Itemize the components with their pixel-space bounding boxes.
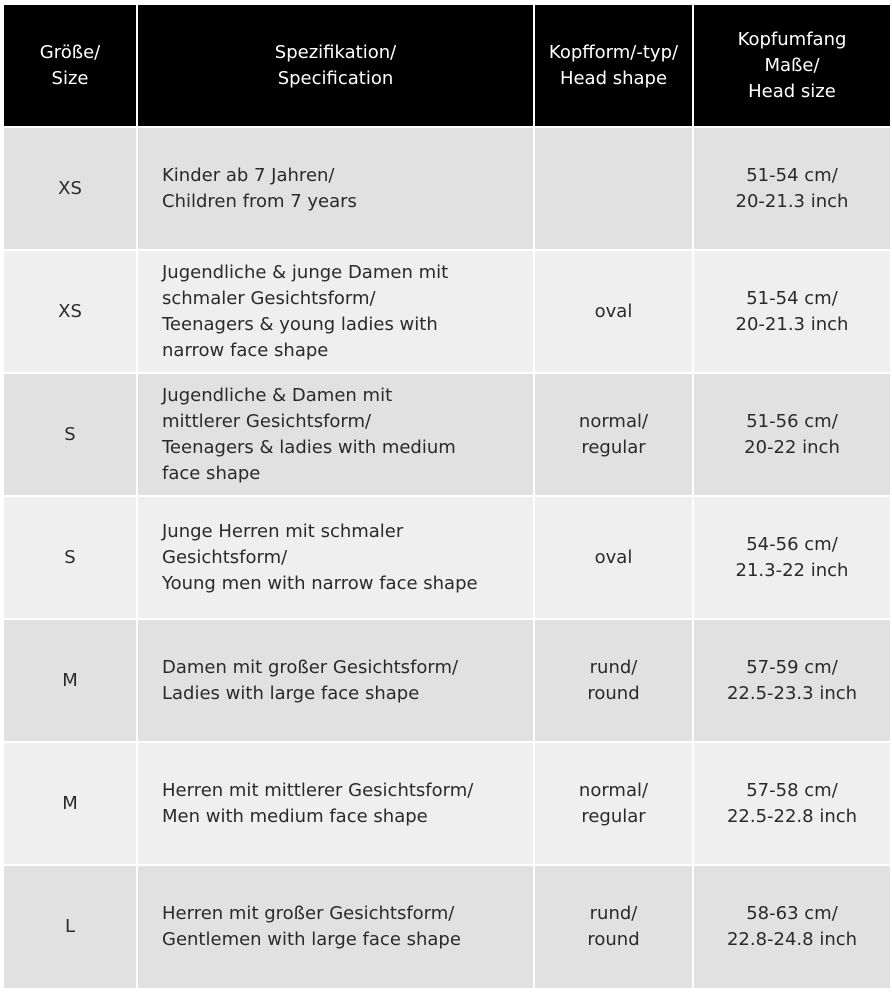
table-row xyxy=(4,250,890,373)
head-size-cell xyxy=(693,619,890,742)
cell-line: 54-56 cm/ xyxy=(746,533,838,555)
table-row xyxy=(4,373,890,496)
cell-line: Ladies with large face shape xyxy=(162,682,420,704)
table-row xyxy=(4,742,890,865)
cell-line: round xyxy=(587,682,640,704)
specification-cell xyxy=(137,373,534,496)
cell-line: 58-63 cm/ xyxy=(746,903,838,924)
cell-line: oval xyxy=(594,546,633,568)
header-line: Specification xyxy=(277,67,394,89)
header-size xyxy=(4,5,137,127)
cell-line: 22.8-24.8 inch xyxy=(726,929,858,950)
cell-line: Gesichtsform/ xyxy=(162,546,288,568)
cell-line: 57-59 cm/ xyxy=(746,656,838,678)
header-head-shape xyxy=(534,5,693,127)
cell-line: Junge Herren mit schmaler xyxy=(162,520,404,542)
head-size-cell xyxy=(693,250,890,373)
header-line: Kopfumfang xyxy=(737,28,847,50)
cell-line: 20-21.3 inch xyxy=(735,313,849,335)
head-shape-cell xyxy=(534,496,693,619)
cell-line: 22.5-22.8 inch xyxy=(726,805,858,827)
cell-line: 51-54 cm/ xyxy=(746,287,838,309)
table-row xyxy=(4,496,890,619)
cell-line: Jugendliche & Damen mit xyxy=(162,384,393,406)
cell-line: rund/ xyxy=(589,903,638,924)
header-line: Head shape xyxy=(559,67,668,89)
cell-line: 57-58 cm/ xyxy=(746,779,838,801)
cell-line: 20-22 inch xyxy=(744,436,840,458)
cell-line: mittlerer Gesichtsform/ xyxy=(162,410,372,432)
head-size-cell xyxy=(693,865,890,988)
cell-line: Kinder ab 7 Jahren/ xyxy=(162,164,335,186)
size-chart-table xyxy=(4,5,890,988)
header-line: Size xyxy=(51,67,89,89)
head-size-cell xyxy=(693,742,890,865)
size-cell: S xyxy=(4,373,137,496)
size-cell: L xyxy=(4,865,137,988)
cell-line: rund/ xyxy=(589,656,638,678)
cell-line: 51-56 cm/ xyxy=(746,410,838,432)
head-shape-cell xyxy=(534,373,693,496)
size-cell: M xyxy=(4,742,137,865)
cell-line: Teenagers & young ladies with xyxy=(162,313,438,335)
head-size-cell xyxy=(693,127,890,250)
cell-line: 22.5-23.3 inch xyxy=(726,682,858,704)
head-shape-cell xyxy=(534,742,693,865)
cell-line: oval xyxy=(594,300,633,322)
table-row xyxy=(4,865,890,988)
size-cell: XS xyxy=(4,250,137,373)
header-line: Kopfform/-typ/ xyxy=(548,41,679,63)
head-shape-cell xyxy=(534,127,693,250)
head-shape-cell xyxy=(534,619,693,742)
cell-line: Herren mit mittlerer Gesichtsform/ xyxy=(162,779,474,801)
size-cell: S xyxy=(4,496,137,619)
cell-line: Teenagers & ladies with medium xyxy=(162,436,456,458)
head-shape-cell xyxy=(534,865,693,988)
head-size-cell xyxy=(693,496,890,619)
cell-line: Gentlemen with large face shape xyxy=(162,929,461,950)
cell-line: Men with medium face shape xyxy=(162,805,428,827)
cell-line: regular xyxy=(581,436,646,458)
cell-line: Damen mit großer Gesichtsform/ xyxy=(162,656,459,678)
cell-line: normal/ xyxy=(578,410,649,432)
cell-line: face shape xyxy=(162,462,261,484)
header-specification xyxy=(137,5,534,127)
header-line: Größe/ xyxy=(39,41,101,63)
specification-cell xyxy=(137,619,534,742)
header-line: Head size xyxy=(748,80,836,102)
cell-line: Young men with narrow face shape xyxy=(162,572,478,594)
header-head-size xyxy=(693,5,890,127)
cell-line: Herren mit großer Gesichtsform/ xyxy=(162,903,455,924)
table-row xyxy=(4,619,890,742)
cell-line: Jugendliche & junge Damen mit xyxy=(162,261,449,283)
cell-line: schmaler Gesichtsform/ xyxy=(162,287,376,309)
cell-line: 51-54 cm/ xyxy=(746,164,838,186)
header-line: Spezifikation/ xyxy=(274,41,397,63)
cell-line: regular xyxy=(581,805,646,827)
size-cell: XS xyxy=(4,127,137,250)
cell-line: 21.3-22 inch xyxy=(735,559,849,581)
head-shape-cell xyxy=(534,250,693,373)
cell-line: round xyxy=(587,929,640,950)
cell-line: Children from 7 years xyxy=(162,190,357,212)
size-cell: M xyxy=(4,619,137,742)
cell-line: narrow face shape xyxy=(162,339,329,361)
specification-cell xyxy=(137,742,534,865)
head-size-cell xyxy=(693,373,890,496)
cell-line: 20-21.3 inch xyxy=(735,190,849,212)
specification-cell xyxy=(137,865,534,988)
specification-cell xyxy=(137,127,534,250)
header-line: Maße/ xyxy=(764,54,820,76)
specification-cell xyxy=(137,250,534,373)
cell-line: normal/ xyxy=(578,779,649,801)
table-row xyxy=(4,127,890,250)
specification-cell xyxy=(137,496,534,619)
header-row xyxy=(4,5,890,127)
